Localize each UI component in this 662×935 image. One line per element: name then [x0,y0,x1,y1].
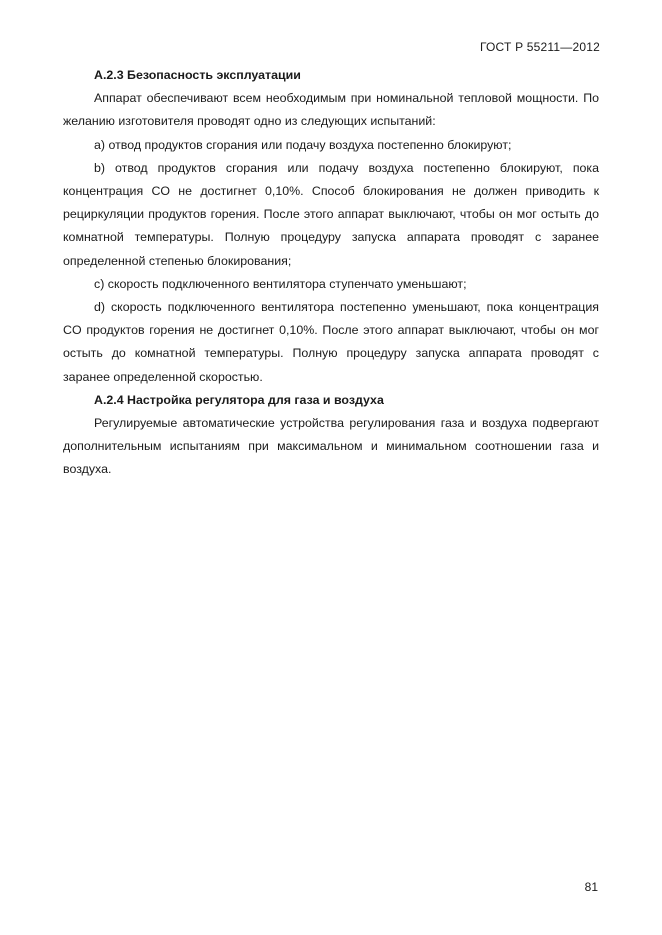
document-body [63,64,599,482]
page-number: 81 [584,880,598,894]
section-heading-a24: А.2.4 Настройка регулятора для газа и воздуха [94,392,384,407]
section-heading-a23: А.2.3 Безопасность эксплуатации [94,68,301,82]
document-header: ГОСТ Р 55211—2012 [479,40,600,54]
paragraph-intro: Аппарат обеспечивают всем необходимым при номинальной тепловой мощности. По желанию изготовителя проводят одно из следующих испытаний: [63,91,599,129]
list-item-b: b) отвод продуктов сгорания или подачу воздуха постепенно блокируют, пока концентрация CO не достигнет 0,10%. Способ блокирования не должен приводить к рециркуляции продуктов горения. После этого аппарат выключают, чтобы он мог остыть до комнатной температуры. Полную процедуру запуска аппарата проводят с заранее определенной степенью блокирования; [63,160,599,268]
list-item-c: с) скорость подключенного вентилятора ступенчато уменьшают; [94,276,467,291]
paragraph-regulation: Регулируемые автоматические устройства регулирования газа и воздуха подвергают дополнительным испытаниям при максимальном и минимальном соотношении газа и воздуха. [63,416,599,477]
list-item-d: d) скорость подключенного вентилятора постепенно уменьшают, пока концентрация CO продуктов горения не достигнет 0,10%. После этого аппарат выключают, чтобы он мог остыть до комнатной температуры. Полную процедуру запуска аппарата проводят с заранее определенной скоростью. [63,300,599,384]
list-item-a: а) отвод продуктов сгорания или подачу воздуха постепенно блокируют; [94,137,512,152]
